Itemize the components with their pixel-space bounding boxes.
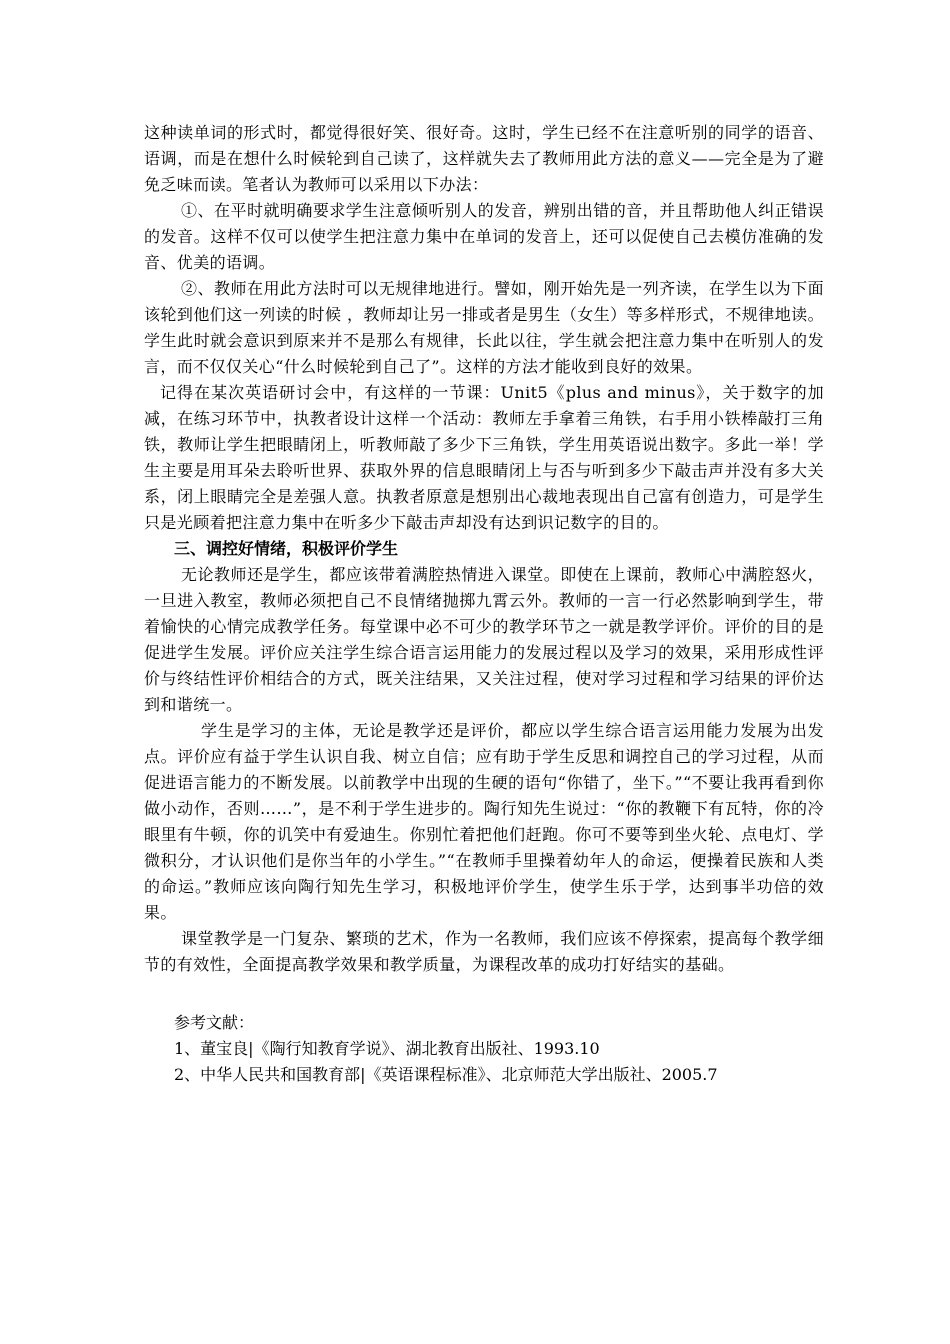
paragraph-seminar-example: 记得在某次英语研讨会中，有这样的一节课：Unit5《plus and minus》，关于数字的加减，在练习环节中，执教者设计这样一个活动：教师左手拿着三角铁，右手用小铁棒敲打三角铁，教师让学生把眼睛闭上，听教师敲了多少下三角铁，学生用英语说出数字。多此一举！学生主要是用耳朵去聆听世界、获取外界的信息眼睛闭上与否与听到多少下敲击声并没有多大关系，闭上眼睛完全是差强人意。执教者原意是想别出心裁地表现出自己富有创造力，可是学生只是光顾着把注意力集中在听多少下敲击声却没有达到识记数字的目的。 [144, 383, 824, 532]
references-title: 参考文献： [174, 1013, 255, 1032]
reference-item-1: 1、董宝良|《陶行知教育学说》、湖北教育出版社、1993.10 [174, 1039, 600, 1058]
paragraph-evaluation: 学生是学习的主体，无论是教学还是评价，都应以学生综合语言运用能力发展为出发点。评价应有益于学生认识自我、树立自信；应有助于学生反思和调控自己的学习过程，从而促进语言能力的不断发展。以前教学中出现的生硬的语句“你错了，坐下。”“不要让我再看到你做小动作，否则……”，是不利于学生进步的。陶行知先生说过：“你的教鞭下有瓦特，你的冷眼里有牛顿，你的讥笑中有爱迪生。你别忙着把他们赶跑。你可不要等到坐火轮、点电灯、学微积分，才认识他们是你当年的小学生。”“在教师手里操着幼年人的命运，便操着民族和人类的命运。”教师应该向陶行知先生学习，积极地评价学生，使学生乐于学，达到事半功倍的效果。 [144, 721, 824, 922]
reference-item-2: 2、中华人民共和国教育部|《英语课程标准》、北京师范大学出版社、2005.7 [174, 1065, 718, 1084]
paragraph-emotion: 无论教师还是学生，都应该带着满腔热情进入课堂。即使在上课前，教师心中满腔怒火，一旦进入教室，教师必须把自己不良情绪抛掷九霄云外。教师的一言一行必然影响到学生，带着愉快的心情完成教学任务。每堂课中必不可少的教学环节之一就是教学评价。评价的目的是促进学生发展。评价应关注学生综合语言运用能力的发展过程以及学习的效果，采用形成性评价与终结性评价相结合的方式，既关注结果，又关注过程，使对学习过程和学习结果的评价达到和谐统一。 [144, 565, 824, 714]
document-page [144, 120, 824, 1088]
paragraph-method-1: ①、在平时就明确要求学生注意倾听别人的发音，辨别出错的音，并且帮助他人纠正错误的发音。这样不仅可以使学生把注意力集中在单词的发音上，还可以促使自己去模仿准确的发音、优美的语调。 [144, 201, 824, 272]
section-heading: 三、调控好情绪，积极评价学生 [174, 539, 399, 558]
paragraph-conclusion: 课堂教学是一门复杂、繁琐的艺术，作为一名教师，我们应该不停探索，提高每个教学细节的有效性，全面提高教学效果和教学质量，为课程改革的成功打好结实的基础。 [144, 929, 824, 974]
references-section [144, 1010, 824, 1088]
paragraph-continuation: 这种读单词的形式时，都觉得很好笑、很好奇。这时，学生已经不在注意听别的同学的语音、语调，而是在想什么时候轮到自己读了，这样就失去了教师用此方法的意义——完全是为了避免乏味而读。笔者认为教师可以采用以下办法： [144, 123, 824, 194]
paragraph-method-2: ②、教师在用此方法时可以无规律地进行。譬如，刚开始先是一列齐读，在学生以为下面该轮到他们这一列读的时候 ，教师却让另一排或者是男生（女生）等多样形式，不规律地读。学生此时就会意识到原来并不是那么有规律，长此以往，学生就会把注意力集中在听别人的发言，而不仅仅关心“什么时候轮到自己了”。这样的方法才能收到良好的效果。 [144, 279, 824, 376]
